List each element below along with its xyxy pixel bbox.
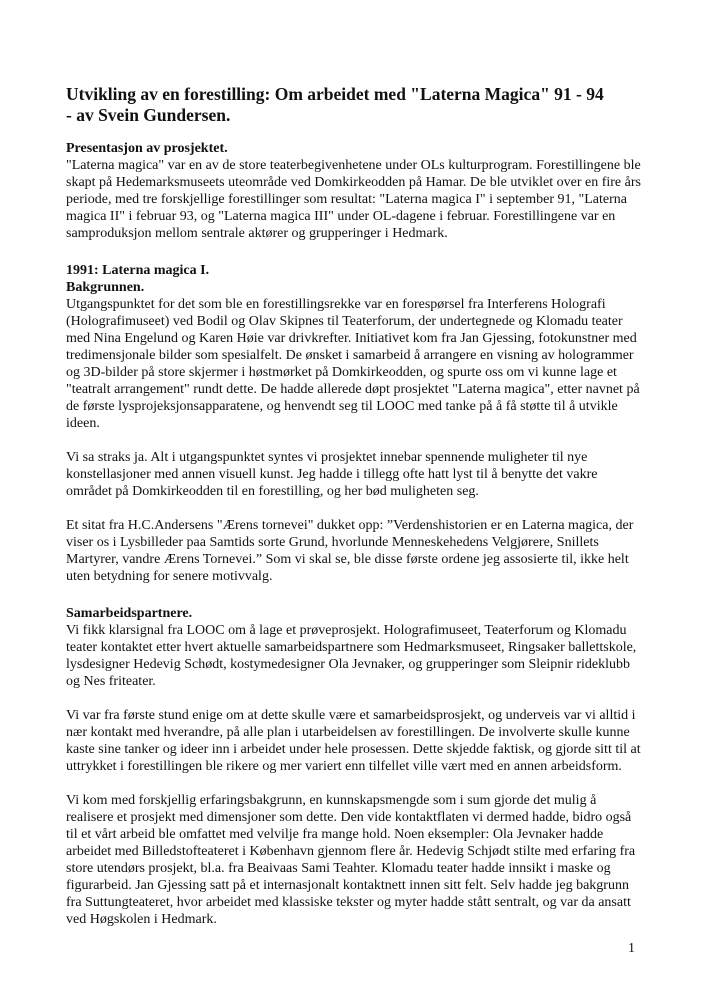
title-line-1: Utvikling av en forestilling: Om arbeidet med "Laterna Magica" 91 - 94: [66, 84, 604, 104]
document-page: [66, 84, 646, 948]
section-presentation: [66, 140, 646, 242]
section-heading-year: 1991: Laterna magica I.: [66, 263, 210, 278]
section-partners: [66, 605, 646, 928]
page-number: 1: [628, 941, 635, 956]
paragraph: Vi fikk klarsignal fra LOOC om å lage et prøveprosjekt. Holografimuseet, Teaterforum og Klomadu teater kontaktet etter hvert aktuelle samarbeidspartnere som Hedmarksmuseet, Ringsaker ballettskole, lysdesigner Hedevig Schødt, kostymedesigner Ola Jevnaker, og grupperinger som Sleipnir rideklubb og Nes friteater.: [66, 623, 637, 689]
paragraph: Et sitat fra H.C.Andersens "Ærens tornevei" dukket opp: ”Verdenshistorien er en Laterna magica, der viser os i Lysbilleder paa Samtids sorte Grund, hvorlunde Menneskehedens Velgjørere, Snillets Martyrer, vandre Ærens Tornevei.” Som vi skal se, ble disse første ordene jeg assosierte til, ikke helt uten betydning for senere motivvalg.: [66, 518, 634, 584]
paragraph: Vi var fra første stund enige om at dette skulle være et samarbeidsprosjekt, og underveis var vi alltid i nær kontakt med hverandre, på alle plan i utarbeidelsen av forestillingen. De involverte skulle kunne kaste sine tanker og ideer inn i arbeidet under hele prosessen. Dette skjedde faktisk, og gjorde sitt til at uttrykket i forestillingen ble rikere og mer variert enn tilfellet ville vært med en annen arbeidsform.: [66, 708, 641, 774]
section-background: [66, 262, 646, 585]
section-heading: Presentasjon av prosjektet.: [66, 141, 228, 156]
title-line-2: - av Svein Gundersen.: [66, 105, 231, 125]
paragraph: "Laterna magica" var en av de store teaterbegivenhetene under OLs kulturprogram. Forestillingene ble skapt på Hedemarksmuseets uteområde ved Domkirkeodden på Hamar. De ble utviklet over en fire års periode, med tre forskjellige forestillinger som resultat: "Laterna magica I" i september 91, "Laterna magica II" i februar 93, og "Laterna magica III" under OL-dagene i februar. Forestillingene var en samproduksjon mellom sentrale aktører og grupperinger i Hedmark.: [66, 158, 641, 241]
paragraph: Vi kom med forskjellig erfaringsbakgrunn, en kunnskapsmengde som i sum gjorde det mulig å realisere et prosjekt med dimensjoner som dette. Den vide kontaktflaten vi dermed hadde, bidro også til et vårt arbeid ble omfattet med velvilje fra mange hold. Noen eksempler: Ola Jevnaker hadde arbeidet med Billedstofteateret i København gjennom flere år. Hedevig Schjødt stilte med erfaring fra store utendørs prosjekt, bl.a. fra Beaivaas Sami Teahter. Klomadu teater hadde innsikt i maske og figurarbeid. Jan Gjessing satt på et internasjonalt kontaktnett innen sitt felt. Selv hadde jeg bakgrunn fra Suttungteateret, hvor arbeidet med klassiske tekster og myter hadde stått sentralt, og var da ansatt ved Høgskolen i Hedmark.: [66, 793, 636, 927]
document-title: [66, 84, 646, 126]
paragraph: Utgangspunktet for det som ble en forestillingsrekke var en forespørsel fra Interferens Holografi (Holografimuseet) ved Bodil og Olav Skipnes til Teaterforum, der undertegnede og Klomadu teater med Nina Engelund og Karen Høie var drivkrefter. Initiativet kom fra Jan Gjessing, fotokunstner med tredimensjonale bilder som spesialfelt. De ønsket i samarbeid å arrangere en visning av hologrammer og 3D-bilder på store skjermer i høstmørket på Domkirkeodden, og spurte oss om vi kunne lage et "teatralt arrangement" rundt dette. De hadde allerede døpt prosjektet "Laterna magica", etter navnet på de første lysprojeksjonsapparatene, og henvendt seg til LOOC med tanke på å få støtte til å utvikle ideen.: [66, 297, 640, 431]
paragraph: Vi sa straks ja. Alt i utgangspunktet syntes vi prosjektet innebar spennende muligheter til nye konstellasjoner med annen visuell kunst. Jeg hadde i tillegg ofte hatt lyst til å benytte det vakre området på Domkirkeodden til en forestilling, og her bød muligheten seg.: [66, 450, 598, 499]
section-heading: Samarbeidspartnere.: [66, 606, 193, 621]
section-heading: Bakgrunnen.: [66, 280, 145, 295]
